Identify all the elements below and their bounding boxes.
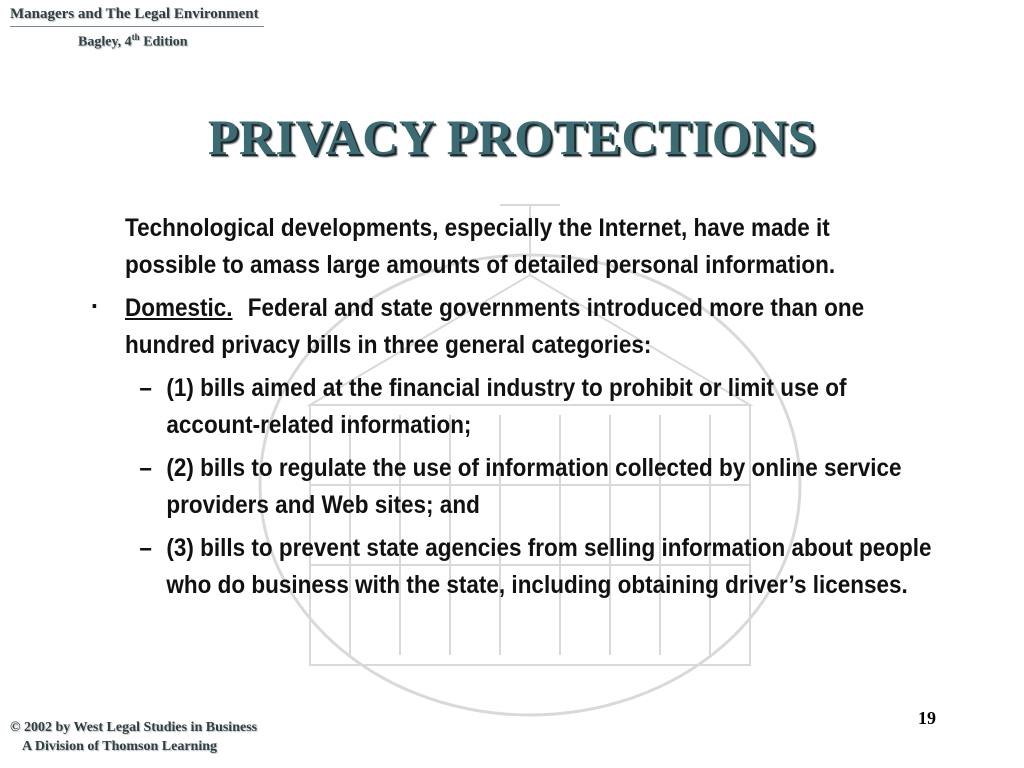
bullet-lead: Domestic. bbox=[125, 294, 233, 322]
sub-item-text: (1) bills aimed at the financial industry to prohibit or limit use of account-related information; bbox=[166, 374, 847, 439]
sub-item-1 bbox=[139, 370, 940, 444]
dash-bullet-icon: – bbox=[139, 454, 152, 482]
square-bullet-icon: ▪ bbox=[91, 298, 97, 315]
bullet-domestic bbox=[91, 290, 899, 364]
sub-item-text: (3) bills to prevent state agencies from selling information about people who do business with the state, including obtaining driver’s licenses. bbox=[166, 534, 932, 599]
slide-body bbox=[13, 210, 935, 604]
bullet-text: Federal and state governments introduced more than one hundred privacy bills in three general categories: bbox=[125, 294, 865, 359]
copyright-line: © 2002 by West Legal Studies in Business bbox=[10, 720, 258, 735]
sub-item-3 bbox=[139, 530, 940, 604]
dash-bullet-icon: – bbox=[139, 374, 152, 402]
copyright-footer bbox=[10, 718, 257, 756]
course-header bbox=[10, 6, 264, 51]
course-title: Managers and The Legal Environment bbox=[10, 6, 264, 27]
division-line: A Division of Thomson Learning bbox=[22, 739, 218, 754]
edition-author: Bagley, 4 bbox=[78, 34, 132, 50]
dash-bullet-icon: – bbox=[139, 534, 152, 562]
sub-item-2 bbox=[139, 450, 940, 524]
slide-title: PRIVACY PROTECTIONS bbox=[207, 109, 817, 165]
edition-label bbox=[10, 32, 264, 51]
edition-ordinal: th bbox=[131, 32, 140, 42]
sub-item-text: (2) bills to regulate the use of information collected by online service providers and Web sites; and bbox=[166, 454, 902, 519]
intro-paragraph: Technological developments, especially the Internet, have made it possible to amass large amounts of detailed personal information. bbox=[125, 214, 836, 279]
page-number: 19 bbox=[918, 708, 936, 728]
edition-word: Edition bbox=[143, 34, 188, 50]
